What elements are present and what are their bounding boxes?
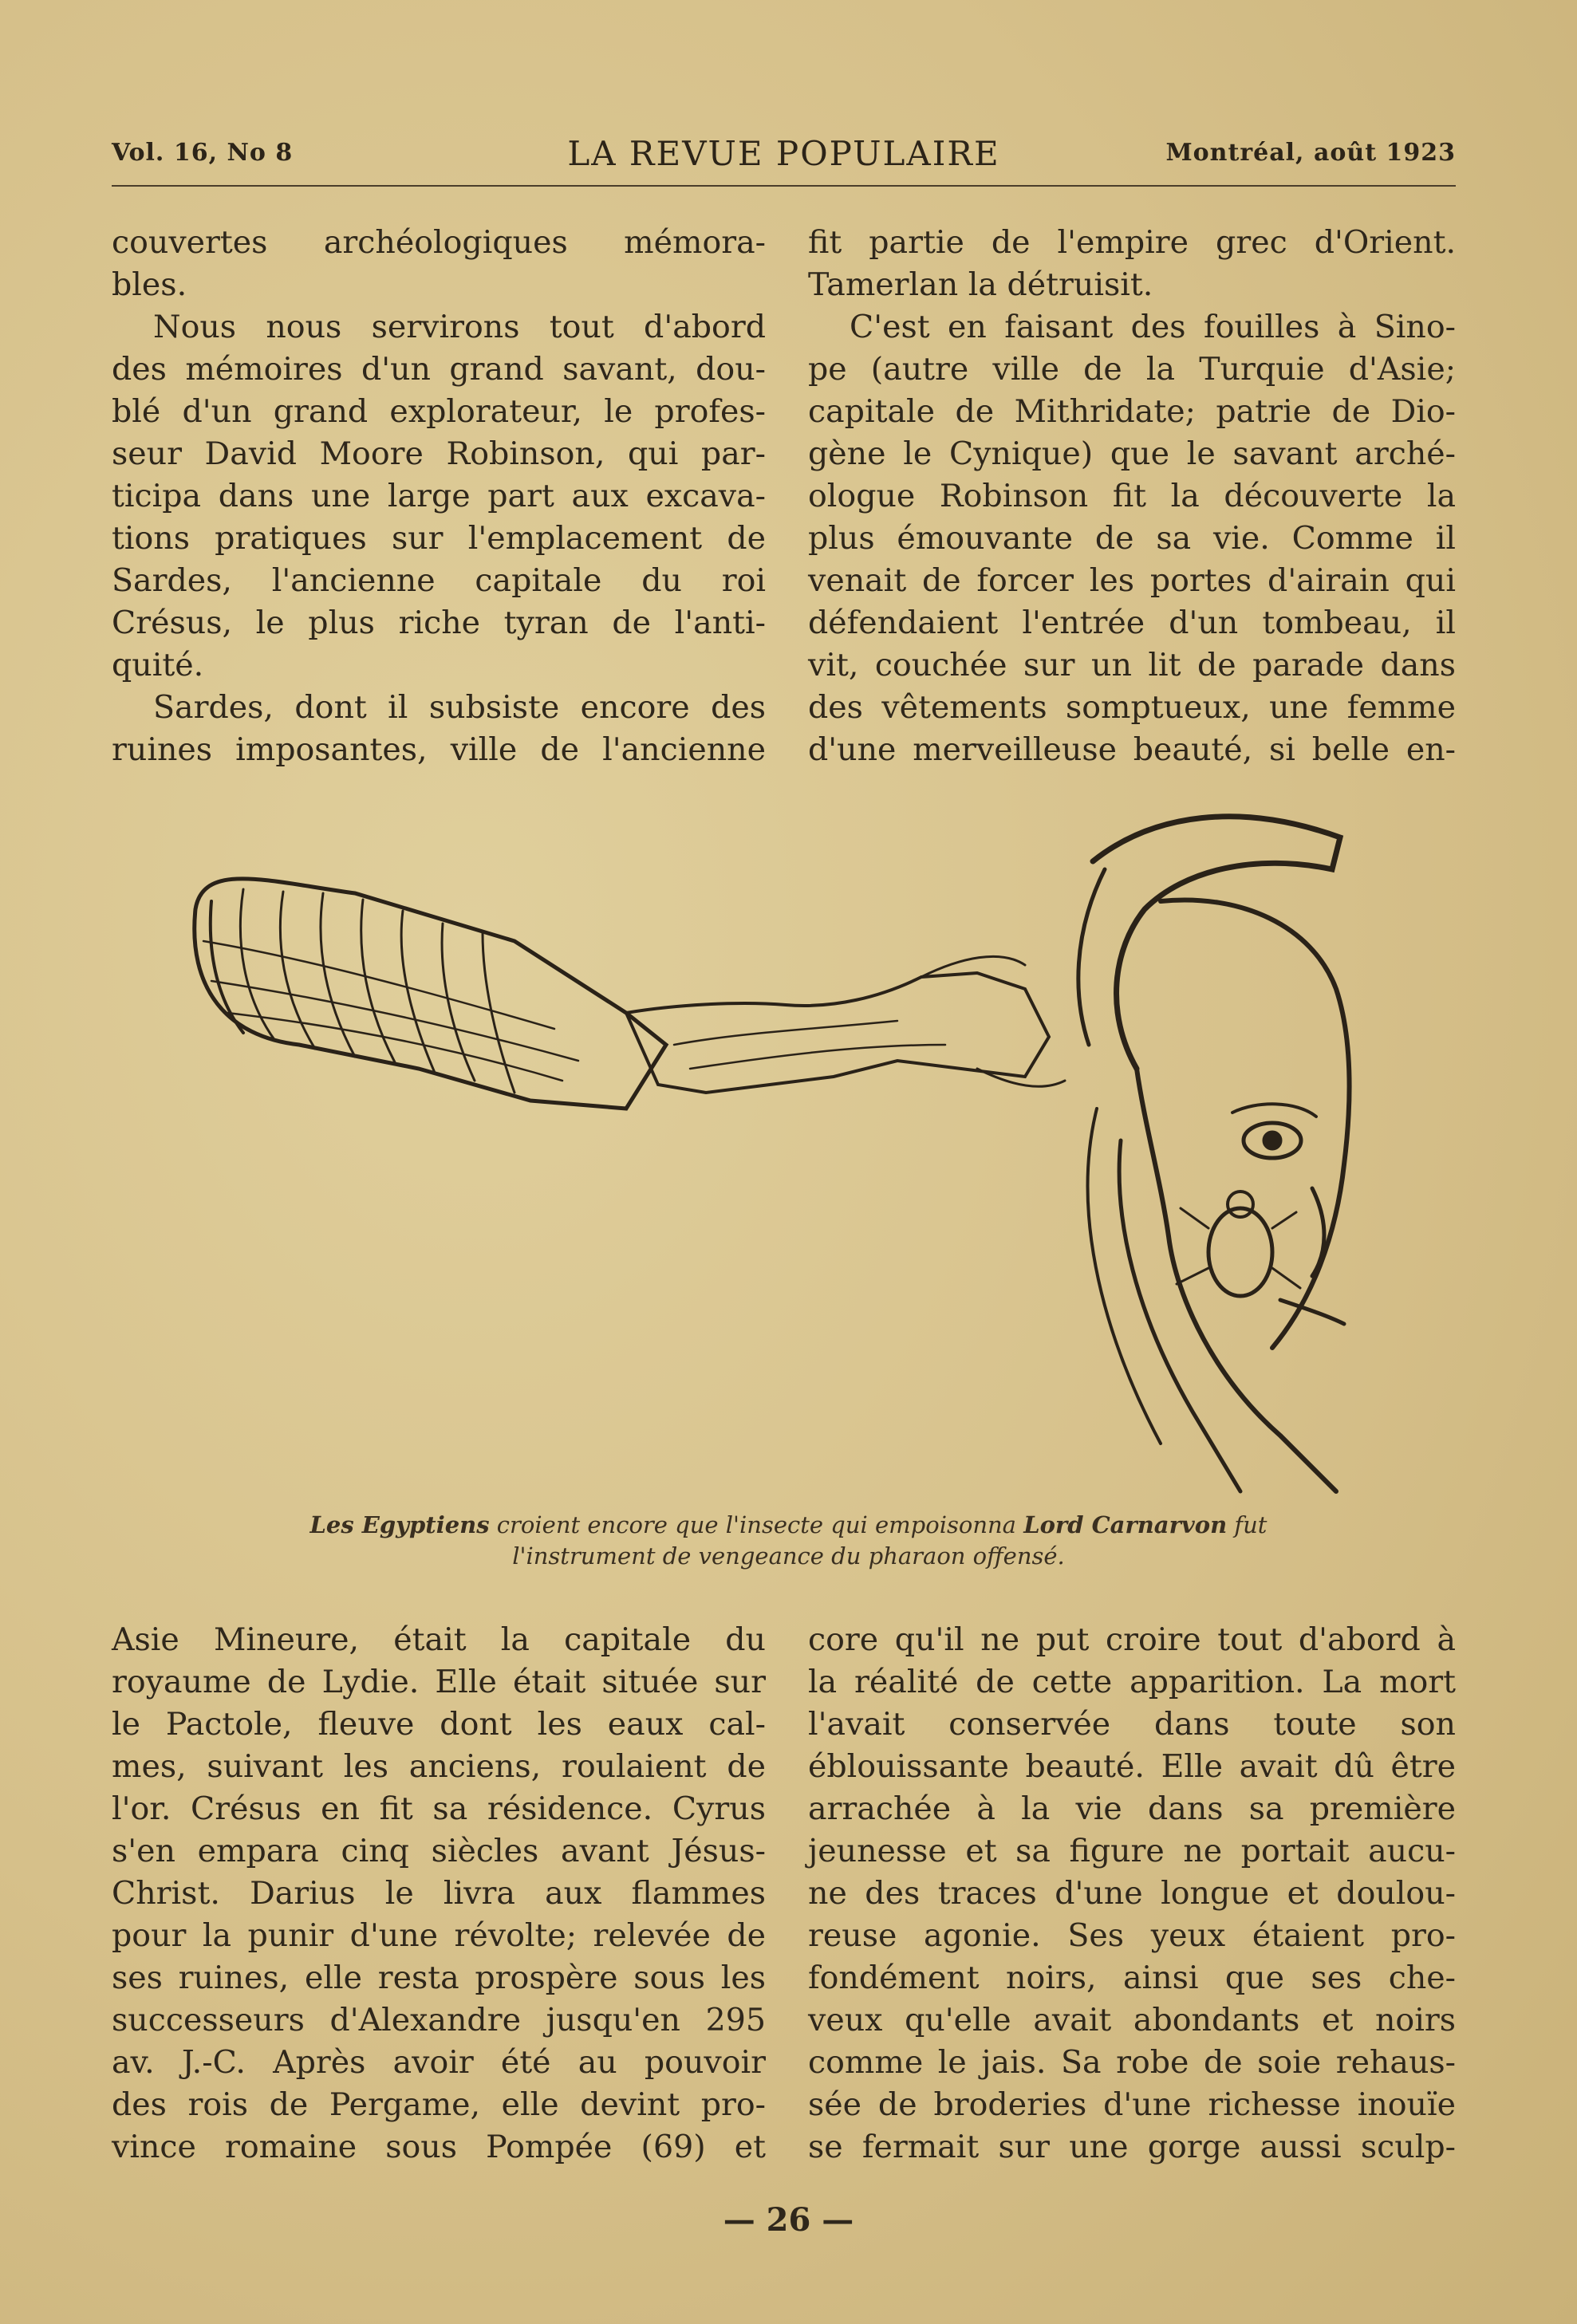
text-line: comme le jais. Sa robe de soie rehaus- <box>808 2044 1456 2081</box>
text-line: capitale de Mithridate; patrie de Dio- <box>808 393 1456 430</box>
text-line: reuse agonie. Ses yeux étaient pro- <box>808 1917 1456 1954</box>
text-line: pour la punir d'une révolte; relevée de <box>112 1917 766 1954</box>
text-line: défendaient l'entrée d'un tombeau, il <box>808 605 1456 641</box>
text-line: plus émouvante de sa vie. Comme il <box>808 520 1456 557</box>
text-line: Crésus, le plus riche tyran de l'anti- <box>112 605 766 641</box>
text-line: fondément noirs, ainsi que ses che- <box>808 1960 1456 1996</box>
place-date: Montréal, août 1923 <box>1165 139 1456 167</box>
text-line: fit partie de l'empire grec d'Orient. <box>808 224 1456 261</box>
text-line: av. J.-C. Après avoir été au pouvoir <box>112 2044 766 2081</box>
caption-lead: Les Egyptiens <box>309 1511 490 1538</box>
text-line: ologue Robinson fit la découverte la <box>808 478 1456 514</box>
text-line: veux qu'elle avait abondants et noirs <box>808 2002 1456 2038</box>
text-line: Asie Mineure, était la capitale du <box>112 1621 766 1658</box>
text-line: mes, suivant les anciens, roulaient de <box>112 1748 766 1785</box>
text-line: vit, couchée sur un lit de parade dans <box>808 647 1456 683</box>
text-line: arrachée à la vie dans sa première <box>808 1790 1456 1827</box>
text-line: jeunesse et sa figure ne portait aucu- <box>808 1833 1456 1869</box>
text-line: ne des traces d'une longue et doulou- <box>808 1875 1456 1912</box>
text-line: gène le Cynique) que le savant arché- <box>808 435 1456 472</box>
text-line: seur David Moore Robinson, qui par- <box>112 435 766 472</box>
text-line: pe (autre ville de la Turquie d'Asie; <box>808 351 1456 388</box>
text-line: quité. <box>112 647 204 683</box>
text-line: venait de forcer les portes d'airain qui <box>808 562 1456 599</box>
text-line: des mémoires d'un grand savant, dou- <box>112 351 766 388</box>
text-line: ruines imposantes, ville de l'ancienne <box>112 731 766 768</box>
text-line: l'or. Crésus en fit sa résidence. Cyrus <box>112 1790 766 1827</box>
column-top-left <box>112 222 766 771</box>
publication-title: LA REVUE POPULAIRE <box>567 134 1000 173</box>
text-line: core qu'il ne put croire tout d'abord à <box>808 1621 1456 1658</box>
mummy-arm-illustration <box>179 806 1436 1507</box>
text-line: l'avait conservée dans toute son <box>808 1706 1456 1743</box>
text-line: ticipa dans une large part aux excava- <box>112 478 766 514</box>
caption-text: croient encore que l'insecte qui empoisonna <box>489 1511 1024 1538</box>
text-line: éblouissante beauté. Elle avait dû être <box>808 1748 1456 1785</box>
text-line: Christ. Darius le livra aux flammes <box>112 1875 766 1912</box>
text-line: sée de broderies d'une richesse inouïe <box>808 2086 1456 2123</box>
text-line: la réalité de cette apparition. La mort <box>808 1664 1456 1700</box>
text-line: royaume de Lydie. Elle était située sur <box>112 1664 766 1700</box>
text-line: bles. <box>112 266 187 303</box>
text-line: des rois de Pergame, elle devint pro- <box>112 2086 766 2123</box>
text-line: ses ruines, elle resta prospère sous les <box>112 1960 766 1996</box>
text-line: tions pratiques sur l'emplacement de <box>112 520 766 557</box>
page-number: — 26 — <box>723 2201 854 2239</box>
text-line: des vêtements somptueux, une femme <box>808 689 1456 726</box>
text-line: le Pactole, fleuve dont les eaux cal- <box>112 1706 766 1743</box>
figure-caption <box>160 1510 1417 1572</box>
column-top-right <box>808 222 1456 771</box>
running-header <box>112 134 1456 182</box>
text-line: Sardes, dont il subsiste encore des <box>153 689 766 726</box>
text-line: d'une merveilleuse beauté, si belle en- <box>808 731 1456 768</box>
column-bottom-right <box>808 1619 1456 2168</box>
caption-text: fut <box>1227 1511 1268 1538</box>
text-line: vince romaine sous Pompée (69) et <box>112 2129 766 2165</box>
text-line: Sardes, l'ancienne capitale du roi <box>112 562 766 599</box>
text-line: Tamerlan la détruisit. <box>808 266 1153 303</box>
text-line: C'est en faisant des fouilles à Sino- <box>850 309 1456 345</box>
column-bottom-left <box>112 1619 766 2168</box>
volume-issue: Vol. 16, No 8 <box>112 139 294 167</box>
text-line: successeurs d'Alexandre jusqu'en 295 <box>112 2002 766 2038</box>
text-line: Nous nous servirons tout d'abord <box>153 309 766 345</box>
text-line: blé d'un grand explorateur, le profes- <box>112 393 766 430</box>
header-rule <box>112 185 1456 187</box>
text-line: se fermait sur une gorge aussi sculp- <box>808 2129 1456 2165</box>
caption-name: Lord Carnarvon <box>1023 1511 1228 1538</box>
text-line: s'en empara cinq siècles avant Jésus- <box>112 1833 766 1869</box>
caption-line-2: l'instrument de vengeance du pharaon offensé. <box>512 1542 1065 1570</box>
text-line: couvertes archéologiques mémora- <box>112 224 766 261</box>
